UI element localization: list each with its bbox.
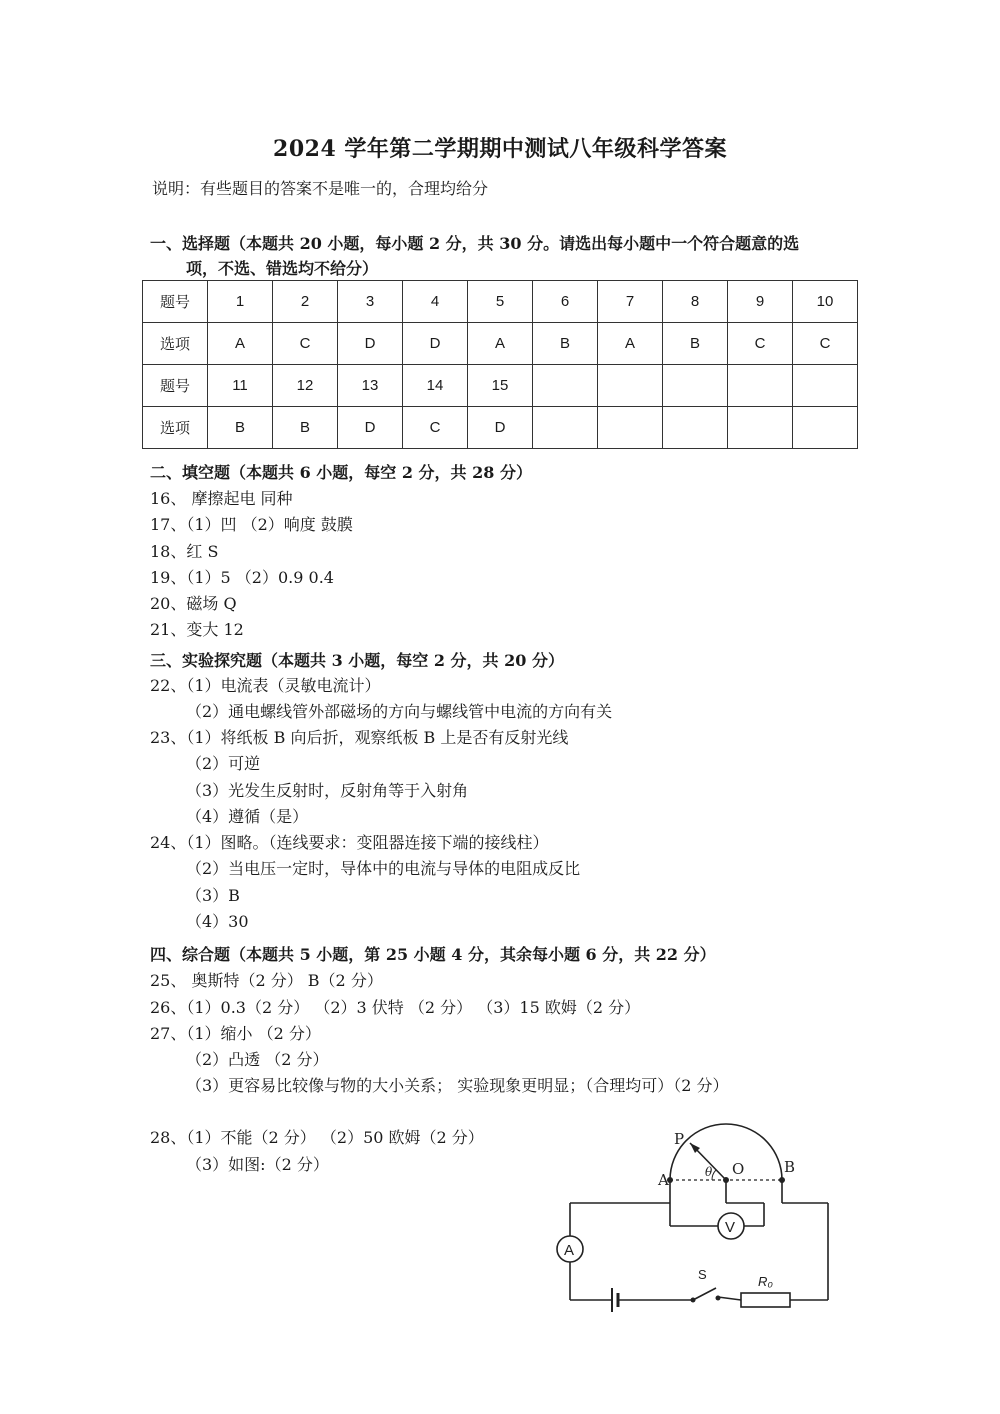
table-cell: 2 xyxy=(273,281,338,323)
table-cell: 12 xyxy=(273,365,338,407)
answer-line: （4）遵循（是） xyxy=(186,807,309,826)
answer-table xyxy=(142,280,858,449)
table-cell: B xyxy=(533,323,598,365)
answer-line: 20、磁场 Q xyxy=(150,594,237,613)
answer-line: 16、 摩擦起电 同种 xyxy=(150,489,293,508)
table-cell: 题号 xyxy=(143,281,208,323)
table-cell: 11 xyxy=(208,365,273,407)
answer-line: 17、（1）凹 （2）响度 鼓膜 xyxy=(150,515,353,534)
table-row xyxy=(143,365,858,407)
table-cell: 选项 xyxy=(143,323,208,365)
table-cell xyxy=(728,365,793,407)
section3-heading: 三、实验探究题（本题共 3 小题，每空 2 分，共 20 分） xyxy=(150,651,564,670)
table-cell: C xyxy=(793,323,858,365)
table-cell: C xyxy=(728,323,793,365)
note: 说明：有些题目的答案不是唯一的，合理均给分 xyxy=(152,179,489,198)
table-cell: A xyxy=(598,323,663,365)
page-title: 2024 学年第二学期期中测试八年级科学答案 xyxy=(273,136,727,162)
table-cell: D xyxy=(403,323,468,365)
table-cell xyxy=(728,407,793,449)
label-theta: θ xyxy=(705,1165,713,1179)
label-a-point: A xyxy=(658,1171,669,1189)
table-cell: D xyxy=(338,323,403,365)
table-cell: 1 xyxy=(208,281,273,323)
section1-heading-line2: 项，不选、错选均不给分） xyxy=(186,259,379,278)
terminal-dot xyxy=(779,1177,785,1183)
table-row xyxy=(143,323,858,365)
table-cell: 6 xyxy=(533,281,598,323)
switch-contact xyxy=(691,1298,696,1303)
answer-line: 18、红 S xyxy=(150,542,219,561)
answer-line: （2）可逆 xyxy=(186,754,261,773)
label-switch: S xyxy=(698,1267,707,1282)
table-cell xyxy=(598,365,663,407)
table-cell xyxy=(793,407,858,449)
table-cell: D xyxy=(338,407,403,449)
label-o: O xyxy=(732,1160,745,1178)
table-cell: 7 xyxy=(598,281,663,323)
answer-line: 21、变大 12 xyxy=(150,620,244,639)
answer-line: （2）通电螺线管外部磁场的方向与螺线管中电流的方向有关 xyxy=(186,702,613,721)
table-cell xyxy=(598,407,663,449)
answer-line: （3）B xyxy=(186,886,240,905)
table-cell: 15 xyxy=(468,365,533,407)
table-cell: C xyxy=(403,407,468,449)
table-cell: D xyxy=(468,407,533,449)
label-resistor: R₀ xyxy=(758,1274,773,1289)
table-cell xyxy=(793,365,858,407)
table-row xyxy=(143,407,858,449)
table-cell: 14 xyxy=(403,365,468,407)
answer-line: （3）光发生反射时，反射角等于入射角 xyxy=(186,781,469,800)
answer-line: 25、 奥斯特（2 分） B（2 分） xyxy=(150,971,383,990)
table-cell xyxy=(663,365,728,407)
table-cell: 10 xyxy=(793,281,858,323)
table-cell: 4 xyxy=(403,281,468,323)
voltmeter-label: V xyxy=(725,1219,736,1236)
table-cell: B xyxy=(273,407,338,449)
table-cell xyxy=(533,407,598,449)
ammeter-label: A xyxy=(564,1242,575,1259)
answer-line: 24、（1）图略。（连线要求：变阻器连接下端的接线柱） xyxy=(150,833,549,852)
table-cell: 8 xyxy=(663,281,728,323)
terminal-dot xyxy=(723,1177,729,1183)
table-cell: 3 xyxy=(338,281,403,323)
label-b: B xyxy=(784,1158,796,1176)
answer-line: 19、（1）5 （2）0.9 0.4 xyxy=(150,568,334,587)
table-cell xyxy=(533,365,598,407)
section2-heading: 二、填空题（本题共 6 小题，每空 2 分，共 28 分） xyxy=(150,463,532,482)
answer-line: （3）如图:（2 分） xyxy=(186,1155,329,1174)
switch-blade xyxy=(693,1288,716,1300)
answer-line: （2）凸透 （2 分） xyxy=(186,1050,329,1069)
answer-line: 23、（1）将纸板 B 向后折，观察纸板 B 上是否有反射光线 xyxy=(150,728,569,747)
answer-line: （2）当电压一定时，导体中的电流与导体的电阻成反比 xyxy=(186,859,581,878)
answer-line: （3）更容易比较像与物的大小关系； 实验现象更明显；（合理均可）（2 分） xyxy=(186,1076,729,1095)
semicircle-arc xyxy=(670,1124,782,1180)
table-row xyxy=(143,281,858,323)
answer-line: （4）30 xyxy=(186,912,249,931)
answer-line: 27、（1）缩小 （2 分） xyxy=(150,1024,321,1043)
answer-line: 26、（1）0.3（2 分） （2）3 伏特 （2 分） （3）15 欧姆（2 分） xyxy=(150,998,641,1017)
table-cell: 13 xyxy=(338,365,403,407)
table-cell: 5 xyxy=(468,281,533,323)
section4-heading: 四、综合题（本题共 5 小题，第 25 小题 4 分，其余每小题 6 分，共 22 分） xyxy=(150,945,716,964)
circuit-diagram xyxy=(548,1118,848,1318)
answer-line: 22、（1）电流表（灵敏电流计） xyxy=(150,676,381,695)
table-cell: A xyxy=(208,323,273,365)
table-cell: B xyxy=(663,323,728,365)
table-cell: A xyxy=(468,323,533,365)
label-p: P xyxy=(674,1130,685,1148)
table-cell: B xyxy=(208,407,273,449)
switch-contact xyxy=(716,1296,721,1301)
table-cell: 9 xyxy=(728,281,793,323)
table-cell xyxy=(663,407,728,449)
section1-heading-line1: 一、选择题（本题共 20 小题，每小题 2 分，共 30 分。请选出每小题中一个符合题意的选 xyxy=(150,234,800,253)
table-cell: 选项 xyxy=(143,407,208,449)
resistor-box xyxy=(741,1293,790,1307)
table-cell: C xyxy=(273,323,338,365)
answer-line: 28、（1）不能（2 分） （2）50 欧姆（2 分） xyxy=(150,1128,484,1147)
theta-arc xyxy=(712,1170,716,1180)
table-cell: 题号 xyxy=(143,365,208,407)
